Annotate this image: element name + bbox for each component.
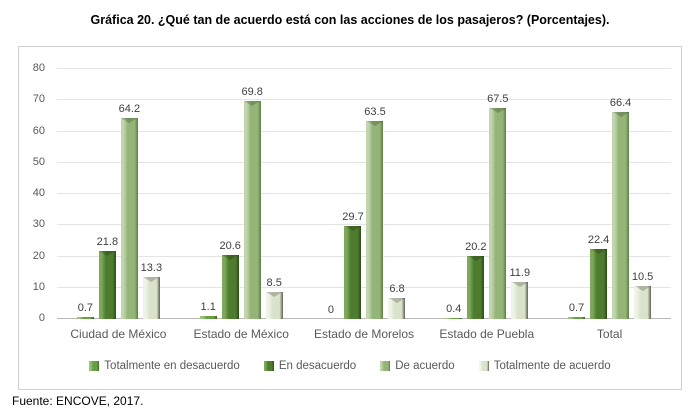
bar-value-label: 0.7 xyxy=(77,301,94,314)
bar xyxy=(366,121,383,319)
y-tick-label: 20 xyxy=(32,249,45,262)
legend-marker-icon xyxy=(380,361,390,371)
bar xyxy=(222,255,239,319)
bar-value-label: 29.7 xyxy=(342,211,364,224)
legend-marker-icon xyxy=(479,361,489,371)
y-tick-label: 0 xyxy=(38,312,45,324)
bar xyxy=(200,316,217,319)
category-label: Total xyxy=(596,327,623,341)
bar xyxy=(445,318,462,319)
y-axis xyxy=(19,62,53,324)
bar-value-label: 21.8 xyxy=(96,235,119,248)
bar-value-label: 0 xyxy=(327,304,335,316)
bar-value-label: 64.2 xyxy=(118,103,141,116)
bar xyxy=(99,251,116,319)
bar-slot xyxy=(487,69,509,319)
bar xyxy=(244,101,261,319)
legend-item xyxy=(89,360,240,372)
bar-value-label: 66.4 xyxy=(609,96,632,109)
bar-value-label: 0.7 xyxy=(568,301,585,314)
legend xyxy=(19,360,681,372)
bar-value-label: 63.5 xyxy=(364,105,386,118)
y-tick-label: 30 xyxy=(32,218,45,231)
legend-marker-icon xyxy=(89,361,99,371)
legend-item xyxy=(380,360,454,372)
bar xyxy=(266,292,283,319)
bar-slot xyxy=(266,69,283,319)
y-tick-label: 50 xyxy=(32,155,45,168)
bar-slot xyxy=(465,69,487,319)
bar xyxy=(590,249,607,319)
bar-group xyxy=(57,69,180,319)
y-tick-label: 80 xyxy=(32,62,45,74)
bar-slot xyxy=(77,69,94,319)
bar xyxy=(634,286,651,319)
bar-slot xyxy=(445,69,462,319)
bar xyxy=(568,317,585,319)
bar-group xyxy=(180,69,303,319)
category-label: Ciudad de México xyxy=(70,327,167,341)
bar-slot xyxy=(200,69,217,319)
category-label: Estado de Puebla xyxy=(439,327,535,341)
bar-group xyxy=(303,69,426,319)
bar-value-label: 10.5 xyxy=(631,271,654,284)
legend-item xyxy=(479,360,611,372)
bar-slot xyxy=(342,69,364,319)
bar-value-label: 0.4 xyxy=(446,302,462,315)
bar xyxy=(344,226,361,319)
legend-label: En desacuerdo xyxy=(278,360,357,372)
category-label: Estado de Morelos xyxy=(313,327,415,341)
y-tick-label: 40 xyxy=(32,187,45,199)
y-tick-label: 10 xyxy=(32,280,45,293)
bar-value-label: 11.9 xyxy=(509,266,531,279)
bar-value-label: 1.1 xyxy=(200,300,216,313)
bar xyxy=(77,317,94,319)
bar-slot xyxy=(509,69,531,319)
bar-group xyxy=(425,69,548,319)
bar-slot xyxy=(96,69,119,319)
bar-slot xyxy=(219,69,241,319)
plot-area xyxy=(57,69,671,319)
bar-slot xyxy=(140,69,163,319)
bar-slot xyxy=(118,69,141,319)
bar-groups xyxy=(57,69,671,319)
bar xyxy=(143,277,160,319)
source-note: Fuente: ENCOVE, 2017. xyxy=(12,394,144,408)
bar xyxy=(511,282,528,319)
legend-label: Totalmente de acuerdo xyxy=(493,360,611,372)
bar-value-label: 69.8 xyxy=(241,85,263,98)
y-tick-label: 60 xyxy=(32,124,45,137)
bar xyxy=(388,298,405,319)
bar-slot xyxy=(631,69,654,319)
bar-slot xyxy=(388,69,405,319)
x-axis xyxy=(57,327,671,341)
bar-slot xyxy=(568,69,585,319)
bar xyxy=(121,118,138,319)
bar-value-label: 67.5 xyxy=(487,93,509,106)
bar xyxy=(612,112,629,320)
bar-value-label: 8.5 xyxy=(266,277,282,290)
bar-slot xyxy=(587,69,610,319)
chart-title: Gráfica 20. ¿Qué tan de acuerdo está con las acciones de los pasajeros? (Porcentajes). xyxy=(90,13,610,27)
legend-marker-icon xyxy=(264,361,274,371)
chart-area xyxy=(18,46,682,390)
bar-value-label: 20.2 xyxy=(465,240,487,253)
bar-slot xyxy=(322,69,339,319)
y-tick-label: 70 xyxy=(32,93,45,106)
bar-value-label: 13.3 xyxy=(140,262,163,275)
bar-value-label: 22.4 xyxy=(587,234,610,246)
bar-value-label: 20.6 xyxy=(219,239,241,252)
legend-label: De acuerdo xyxy=(395,360,455,372)
bar-slot xyxy=(241,69,263,319)
bar-value-label: 6.8 xyxy=(389,282,405,295)
bar-slot xyxy=(364,69,386,319)
bar-group xyxy=(548,69,671,319)
bar-slot xyxy=(609,69,632,319)
bar xyxy=(467,256,484,319)
category-label: Estado de México xyxy=(193,327,289,341)
bar xyxy=(489,108,506,319)
legend-label: Totalmente en desacuerdo xyxy=(104,360,240,372)
legend-item xyxy=(264,360,356,372)
